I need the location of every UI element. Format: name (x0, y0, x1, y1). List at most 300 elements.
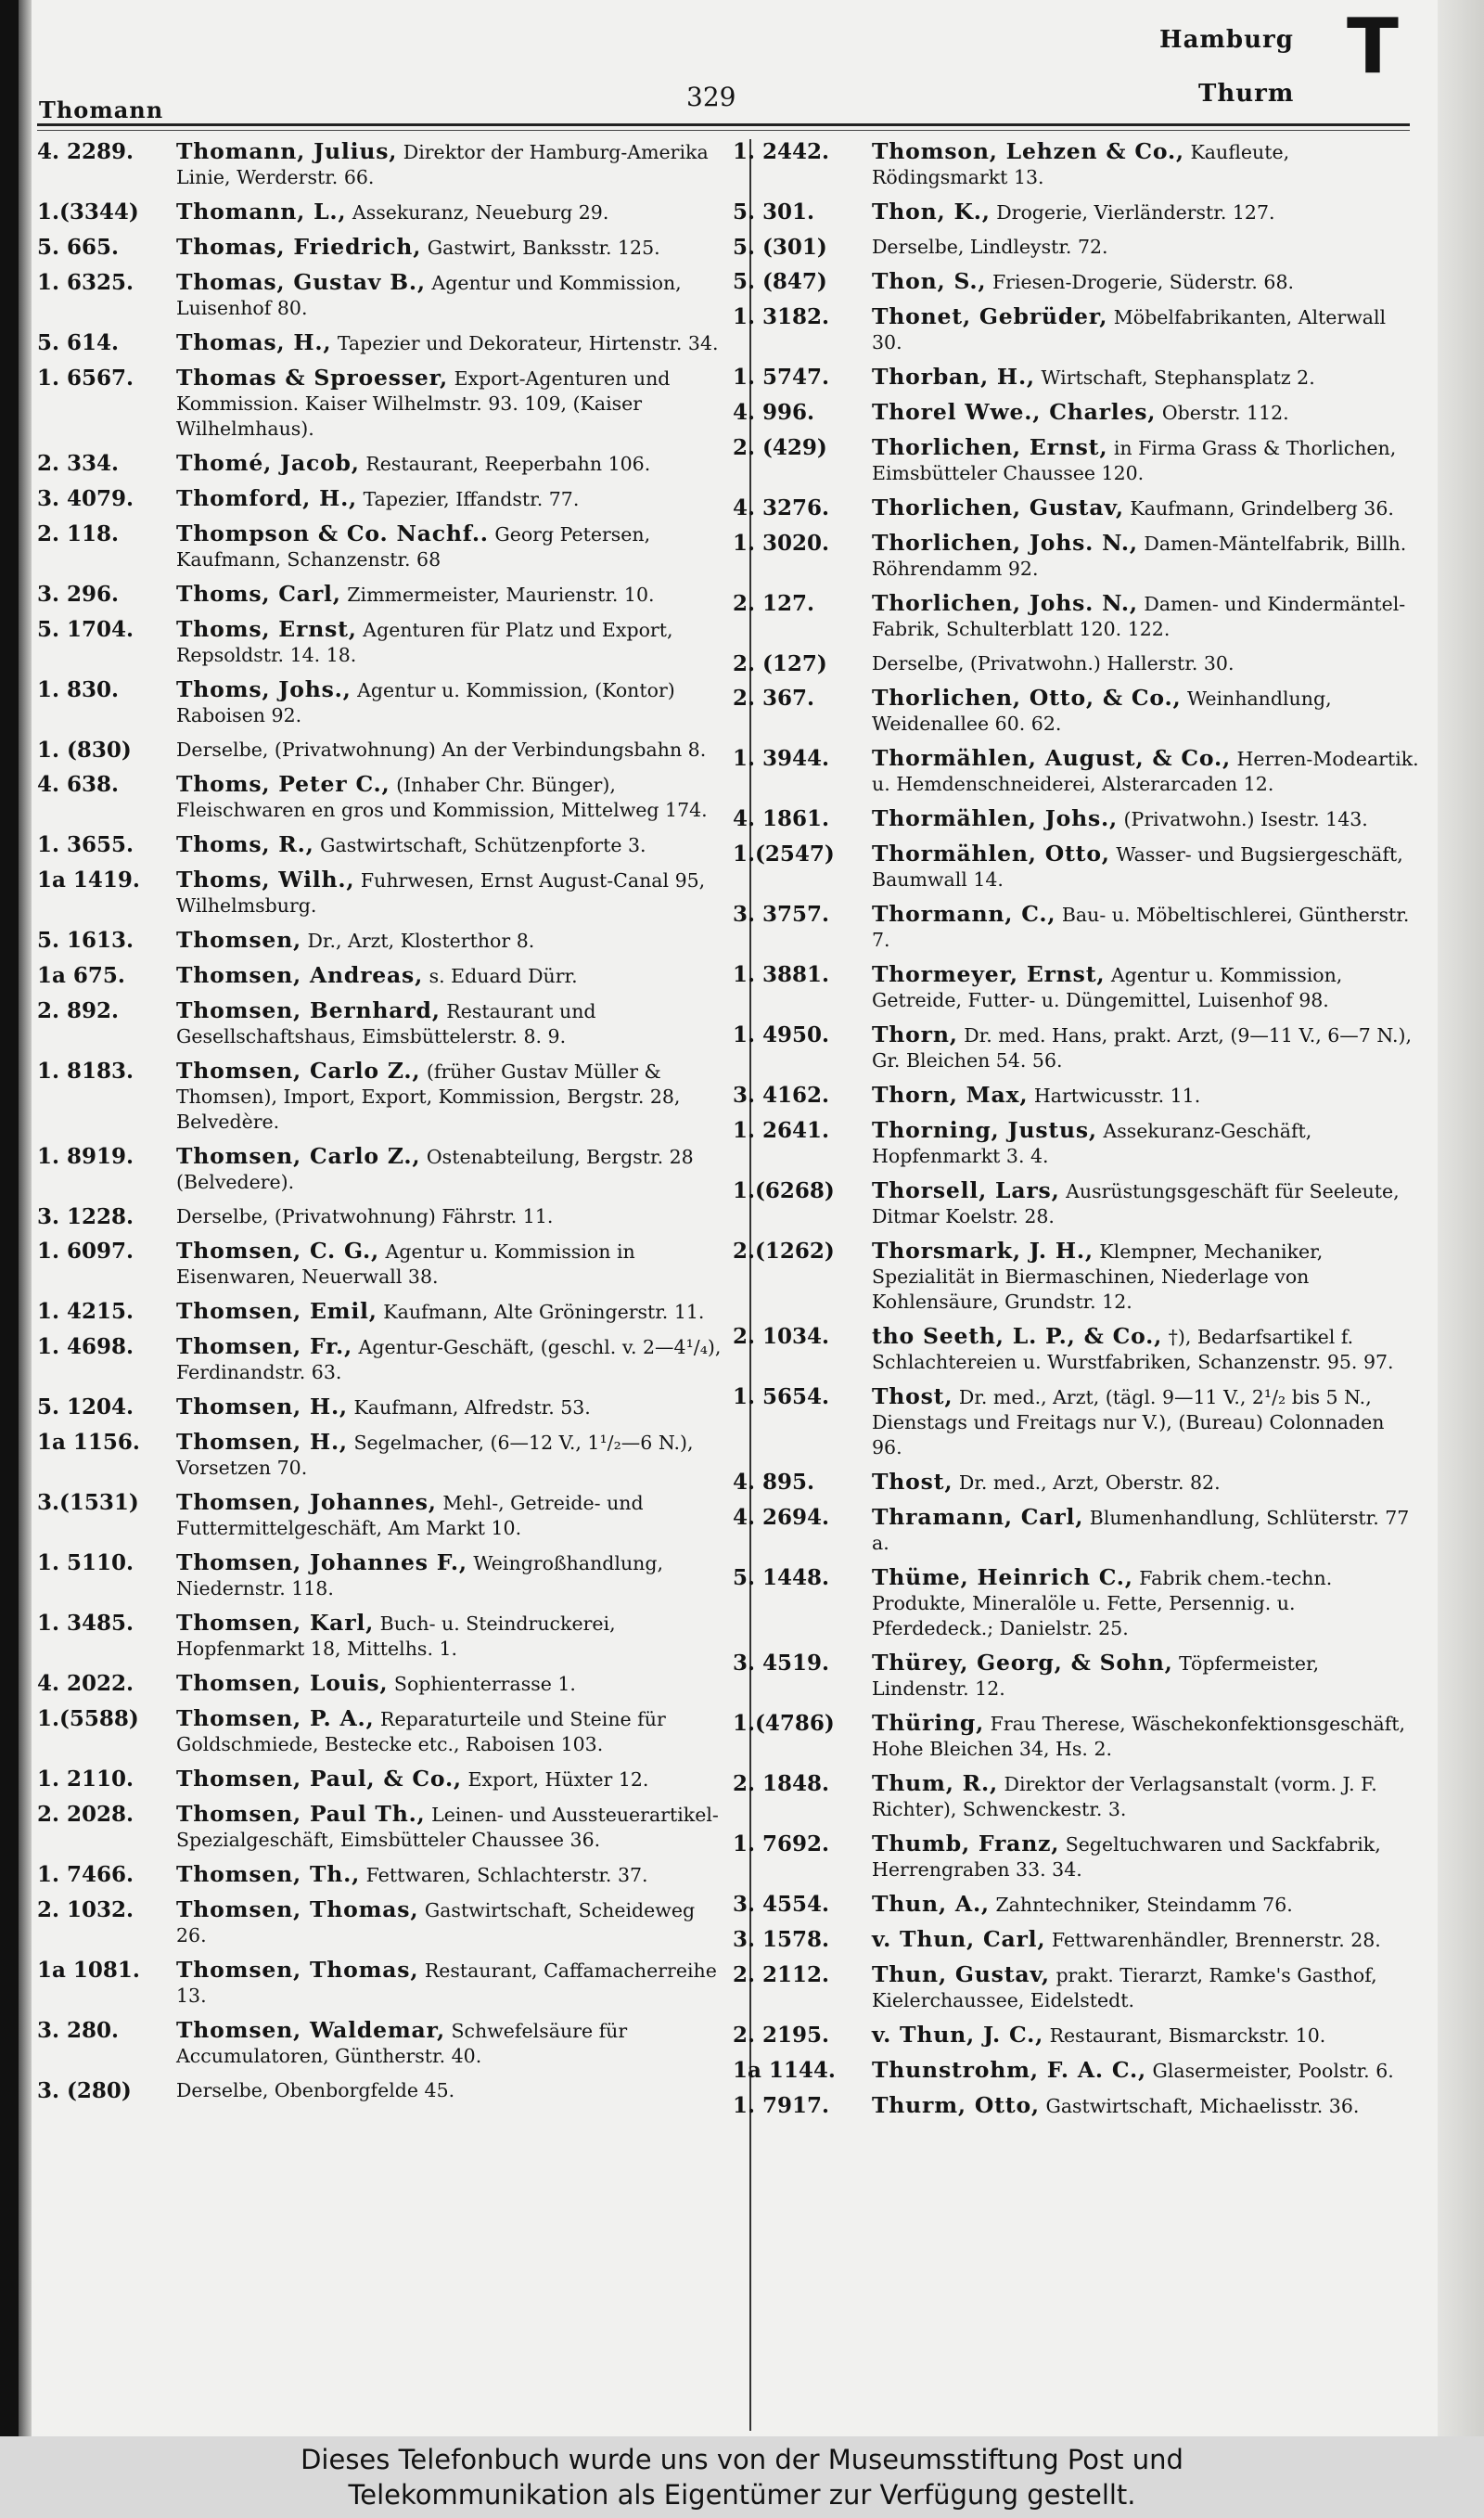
directory-entry (37, 1611, 723, 1662)
directory-entry (37, 1958, 723, 2009)
subscriber-details: Drogerie, Vierländerstr. 127. (996, 201, 1275, 224)
entry-text (872, 651, 1419, 676)
entry-text (176, 1766, 723, 1792)
directory-entry (37, 1671, 723, 1697)
subscriber-details: Fettwaren, Schlachterstr. 37. (365, 1864, 648, 1886)
entry-text (872, 1892, 1419, 1918)
subscriber-details: Direktor der Hamburg-Amerika Linie, Werderstr. 66. (176, 141, 709, 188)
subscriber-name: Thüme, Heinrich C., (872, 1564, 1133, 1590)
entry-text (176, 1611, 723, 1662)
directory-entry (37, 1802, 723, 1853)
entry-text (872, 1022, 1419, 1073)
entry-text (872, 746, 1419, 797)
directory-entry (37, 1766, 723, 1792)
subscriber-details: Ostenabteilung, Bergstr. 28 (Belvedere). (176, 1146, 694, 1193)
subscriber-details: Zimmermeister, Maurienstr. 10. (347, 584, 655, 606)
directory-entry (733, 531, 1419, 582)
entry-text (872, 531, 1419, 582)
entry-text (176, 832, 723, 858)
phone-number: 5. 1204. (37, 1394, 134, 1420)
directory-entry (37, 139, 723, 190)
subscriber-name: Thorlichen, Johs. N., (872, 530, 1138, 556)
subscriber-details: Derselbe, Lindleystr. 72. (872, 236, 1108, 258)
phone-number: 5. 1448. (733, 1565, 830, 1590)
directory-entry (733, 400, 1419, 426)
directory-entry (37, 1550, 723, 1601)
directory-entry (37, 832, 723, 858)
subscriber-name: Thomsen, Louis, (176, 1670, 389, 1696)
subscriber-details: Dr. med., Arzt, (tägl. 9—11 V., 2¹/₂ bis 5 N., Dienstags und Freitags nur V.), (Bureau) Colonnaden 96. (872, 1386, 1385, 1458)
phone-number: 2.(1262) (733, 1239, 835, 1264)
directory-entry (733, 962, 1419, 1013)
entry-text (872, 1565, 1419, 1641)
entry-text (176, 1299, 723, 1325)
subscriber-name: Thorlichen, Otto, & Co., (872, 685, 1182, 711)
subscriber-details: Kaufmann, Alte Gröningerstr. 11. (383, 1301, 705, 1323)
subscriber-details: Gastwirtschaft, Schützenpforte 3. (320, 834, 646, 856)
subscriber-name: Thomas, H., (176, 329, 332, 355)
subscriber-name: Thomsen, Karl, (176, 1610, 375, 1636)
phone-number: 1. 6097. (37, 1239, 134, 1264)
phone-number: 1. 7466. (37, 1862, 134, 1887)
subscriber-details: Weingroßhandlung, Niedernstr. 118. (176, 1552, 664, 1599)
subscriber-name: Thomsen, Th., (176, 1861, 361, 1887)
subscriber-name: Thost, (872, 1383, 953, 1409)
directory-entry (37, 1334, 723, 1385)
subscriber-name: Thomann, Julius, (176, 138, 398, 164)
phone-number: 2. 1032. (37, 1897, 134, 1922)
entry-text (872, 591, 1419, 642)
directory-entry (37, 199, 723, 225)
book-spine-shadow (0, 0, 19, 2436)
phone-number: 4. 2694. (733, 1505, 830, 1530)
phone-number: 1.(5588) (37, 1706, 139, 1731)
phone-number: 2. 2195. (733, 2023, 830, 2048)
phone-number: 1. 2110. (37, 1766, 134, 1792)
subscriber-name: Thorel Wwe., Charles, (872, 399, 1157, 425)
directory-entry (37, 330, 723, 356)
subscriber-details: Blumenhandlung, Schlüterstr. 77 a. (872, 1507, 1410, 1554)
subscriber-name: Thomann, L., (176, 199, 347, 225)
subscriber-details: Schwefelsäure für Accumulatoren, Güntherstr. 40. (176, 2020, 628, 2067)
entry-text (872, 435, 1419, 486)
subscriber-name: Thormann, C., (872, 901, 1056, 927)
subscriber-details: Wasser- und Bugsiergeschäft, Baumwall 14. (872, 843, 1403, 891)
phone-number: 3. (280) (37, 2078, 132, 2103)
entry-text (176, 486, 723, 512)
phone-number: 3. 296. (37, 582, 120, 607)
subscriber-details: Dr. med., Arzt, Oberstr. 82. (958, 1471, 1221, 1494)
subscriber-name: Thum, R., (872, 1770, 998, 1796)
subscriber-details: Direktor der Verlagsanstalt (vorm. J. F. Richter), Schwenckestr. 3. (872, 1773, 1377, 1820)
entry-text (176, 1706, 723, 1757)
running-head-city: Hamburg (1159, 26, 1294, 54)
subscriber-details: Friesen-Drogerie, Süderstr. 68. (991, 271, 1295, 293)
subscriber-details: Segeltuchwaren und Sackfabrik, Herrengraben 33. 34. (872, 1833, 1381, 1881)
subscriber-details: prakt. Tierarzt, Ramke's Gasthof, Kielerchaussee, Eidelstedt. (872, 1964, 1377, 2011)
phone-number: 4. 3276. (733, 495, 830, 520)
entry-text (872, 1178, 1419, 1229)
directory-entry (733, 1711, 1419, 1762)
subscriber-details: Gastwirt, Banksstr. 125. (427, 237, 660, 259)
subscriber-details: Kaufmann, Alfredstr. 53. (353, 1396, 591, 1419)
phone-number: 1a 1144. (733, 2058, 836, 2083)
directory-entry (37, 998, 723, 1049)
phone-number: 2. 892. (37, 998, 120, 1023)
subscriber-details: Reparaturteile und Steine für Goldschmiede, Bestecke etc., Raboisen 103. (176, 1708, 666, 1755)
phone-number: 2. 1034. (733, 1324, 830, 1349)
directory-entry (37, 738, 723, 763)
phone-number: 4. 895. (733, 1470, 815, 1495)
subscriber-name: Thomsen, Paul, & Co., (176, 1766, 462, 1792)
subscriber-details: Gastwirtschaft, Scheideweg 26. (176, 1899, 696, 1946)
entry-text (176, 772, 723, 823)
directory-entry (37, 867, 723, 919)
phone-number: 1. 5110. (37, 1550, 134, 1575)
directory-entry (37, 521, 723, 572)
directory-entry (733, 1892, 1419, 1918)
directory-entry (733, 1178, 1419, 1229)
subscriber-details: Agentur und Kommission, Luisenhof 80. (176, 272, 682, 319)
phone-number: 4. 638. (37, 772, 120, 797)
phone-number: 3. 280. (37, 2018, 120, 2043)
subscriber-name: v. Thun, J. C., (872, 2022, 1044, 2048)
subscriber-details: Restaurant, Reeperbahn 106. (365, 453, 651, 475)
subscriber-name: Thomé, Jacob, (176, 450, 360, 476)
entry-text (176, 2078, 723, 2103)
subscriber-details: Restaurant und Gesellschaftshaus, Eimsbüttelerstr. 8. 9. (176, 1000, 596, 1047)
entry-text (872, 1239, 1419, 1315)
entry-text (176, 1394, 723, 1420)
subscriber-details: Agentur u. Kommission, Getreide, Futter- u. Düngemittel, Luisenhof 98. (872, 964, 1343, 1011)
directory-entry (733, 686, 1419, 737)
subscriber-name: Thomsen, C. G., (176, 1238, 379, 1264)
subscriber-name: Thomsen, H., (176, 1394, 348, 1420)
subscriber-name: Thomsen, Waldemar, (176, 2017, 445, 2043)
subscriber-details: Sophienterrasse 1. (393, 1673, 576, 1695)
subscriber-name: Thurm, Otto, (872, 2092, 1040, 2118)
page-edge (1438, 0, 1484, 2436)
subscriber-details: Agentur u. Kommission, (Kontor) Raboisen 92. (176, 679, 675, 726)
entry-text (176, 1144, 723, 1195)
subscriber-details: Dr. med. Hans, prakt. Arzt, (9—11 V., 6—7 N.), Gr. Bleichen 54. 56. (872, 1024, 1413, 1072)
subscriber-name: Thunstrohm, F. A. C., (872, 2057, 1146, 2083)
header-rule (37, 123, 1410, 126)
directory-entry (37, 366, 723, 442)
phone-number: 1. 3944. (733, 746, 830, 771)
directory-entry (733, 495, 1419, 521)
phone-number: 3.(1531) (37, 1490, 139, 1515)
entry-text (176, 1671, 723, 1697)
phone-number: 1. 830. (37, 677, 120, 702)
thumb-index-letter: T (1347, 3, 1399, 91)
entry-text (872, 1962, 1419, 2013)
phone-number: 1. 4215. (37, 1299, 134, 1324)
subscriber-name: Thorlichen, Gustav, (872, 495, 1124, 520)
book-spine-gradient (19, 0, 32, 2436)
phone-number: 2. 1848. (733, 1771, 830, 1796)
footer-notice (0, 2436, 1484, 2518)
directory-entry (733, 365, 1419, 391)
phone-number: 3. 1578. (733, 1927, 830, 1952)
phone-number: 1. 3182. (733, 304, 830, 329)
subscriber-details: Ausrüstungsgeschäft für Seeleute, Ditmar Koelstr. 28. (872, 1180, 1400, 1227)
directory-entry (37, 1299, 723, 1325)
subscriber-name: Thoms, Ernst, (176, 616, 357, 642)
entry-text (176, 1490, 723, 1541)
subscriber-details: Damen- und Kindermäntel-Fabrik, Schulterblatt 120. 122. (872, 593, 1406, 640)
directory-entry (37, 235, 723, 261)
subscriber-details: Agentur-Geschäft, (geschl. v. 2—4¹/₄), Ferdinandstr. 63. (176, 1336, 722, 1383)
subscriber-name: Thost, (872, 1469, 953, 1495)
subscriber-details: Restaurant, Caffamacherreihe 13. (176, 1959, 717, 2007)
entry-text (176, 1862, 723, 1888)
phone-number: 2. 118. (37, 521, 120, 546)
phone-number: 1.(6268) (733, 1178, 835, 1203)
subscriber-name: Thomsen, Carlo Z., (176, 1058, 421, 1084)
entry-text (872, 1470, 1419, 1496)
directory-entry (37, 1204, 723, 1229)
subscriber-name: Thüring, (872, 1710, 985, 1736)
directory-entry (37, 270, 723, 321)
phone-number: 1. 7692. (733, 1831, 830, 1856)
phone-number: 2. 2028. (37, 1802, 134, 1827)
entry-text (872, 304, 1419, 355)
directory-entry (37, 963, 723, 989)
entry-text (176, 330, 723, 356)
phone-number: 1.(4786) (733, 1711, 835, 1736)
phone-number: 4. 2289. (37, 139, 134, 164)
directory-entry (733, 435, 1419, 486)
subscriber-name: Thorning, Justus, (872, 1117, 1097, 1143)
subscriber-details: Frau Therese, Wäschekonfektionsgeschäft, Hohe Bleichen 34, Hs. 2. (872, 1713, 1406, 1760)
phone-number: 2. 127. (733, 591, 815, 616)
subscriber-details: Restaurant, Bismarckstr. 10. (1049, 2024, 1326, 2047)
entry-text (176, 2018, 723, 2069)
subscriber-name: Thomsen, Paul Th., (176, 1801, 426, 1827)
subscriber-name: Thoms, R., (176, 831, 314, 857)
phone-number: 1. 6567. (37, 366, 134, 391)
directory-entry (37, 617, 723, 668)
subscriber-name: Thonet, Gebrüder, (872, 303, 1108, 329)
subscriber-details: Damen-Mäntelfabrik, Billh. Röhrendamm 92. (872, 533, 1407, 580)
phone-number: 5. 614. (37, 330, 120, 355)
directory-entry (37, 772, 723, 823)
directory-entry (37, 2018, 723, 2069)
subscriber-name: tho Seeth, L. P., & Co., (872, 1323, 1163, 1349)
subscriber-details: Assekuranz, Neueburg 29. (352, 201, 609, 224)
directory-entry (733, 841, 1419, 893)
subscriber-name: Thorlichen, Johs. N., (872, 590, 1138, 616)
entry-text (176, 582, 723, 608)
subscriber-name: Thomson, Lehzen & Co., (872, 138, 1184, 164)
subscriber-details: Fettwarenhändler, Brennerstr. 28. (1051, 1929, 1381, 1951)
subscriber-name: Thoms, Wilh., (176, 867, 355, 893)
phone-number: 1. 2442. (733, 139, 830, 164)
entry-text (872, 1927, 1419, 1953)
directory-entry (37, 2078, 723, 2103)
subscriber-name: Thoms, Johs., (176, 676, 352, 702)
subscriber-name: Thorsell, Lars, (872, 1177, 1060, 1203)
directory-entry (733, 269, 1419, 295)
directory-entry (37, 1897, 723, 1948)
subscriber-details: Agentur u. Kommission in Eisenwaren, Neuerwall 38. (176, 1240, 635, 1288)
phone-number: 3. 4162. (733, 1083, 830, 1108)
entry-text (176, 867, 723, 919)
subscriber-details: Mehl-, Getreide- und Futtermittelgeschäft, Am Markt 10. (176, 1492, 644, 1539)
phone-number: 1. 4698. (37, 1334, 134, 1359)
subscriber-details: Fuhrwesen, Ernst August-Canal 95, Wilhelmsburg. (176, 869, 706, 917)
directory-entry (37, 928, 723, 954)
subscriber-details: Gastwirtschaft, Michaelisstr. 36. (1045, 2095, 1360, 2117)
phone-number: 1a 1081. (37, 1958, 140, 1983)
left-column (37, 139, 723, 2113)
right-column (733, 139, 1419, 2128)
subscriber-details: Töpfermeister, Lindenstr. 12. (872, 1652, 1320, 1700)
subscriber-details: †), Bedarfsartikel f. Schlachtereien u. Wurstfabriken, Schanzenstr. 95. 97. (872, 1326, 1394, 1373)
entry-text (176, 998, 723, 1049)
subscriber-details: (Privatwohn.) Isestr. 143. (1123, 808, 1368, 830)
phone-number: 1. 3655. (37, 832, 134, 857)
entry-text (176, 521, 723, 572)
directory-entry (37, 1862, 723, 1888)
subscriber-details: Möbelfabrikanten, Alterwall 30. (872, 306, 1387, 353)
directory-entry (37, 1490, 723, 1541)
directory-entry (733, 1651, 1419, 1702)
phone-number: 2. 334. (37, 451, 120, 476)
directory-entry (37, 1144, 723, 1195)
phone-number: 2. (429) (733, 435, 827, 460)
entry-text (872, 686, 1419, 737)
header-rule-thin (37, 130, 1410, 131)
entry-text (872, 495, 1419, 521)
subscriber-name: Thoms, Peter C., (176, 771, 390, 797)
subscriber-name: Thon, S., (872, 268, 987, 294)
subscriber-name: Thorsmark, J. H., (872, 1238, 1094, 1264)
subscriber-name: Thun, Gustav, (872, 1961, 1050, 1987)
phone-number: 1. 5654. (733, 1384, 830, 1409)
phone-number: 3. 3757. (733, 902, 830, 927)
subscriber-details: Oberstr. 112. (1161, 402, 1289, 424)
phone-number: 1.(3344) (37, 199, 139, 225)
running-head-left: Thomann (39, 96, 164, 123)
subscriber-name: Thormählen, Johs., (872, 805, 1119, 831)
entry-text (872, 1831, 1419, 1882)
subscriber-details: Derselbe, Obenborgfelde 45. (176, 2079, 455, 2101)
subscriber-name: Thorn, Max, (872, 1082, 1029, 1108)
entry-text (176, 1958, 723, 2009)
entry-text (872, 235, 1419, 260)
directory-entry (733, 1565, 1419, 1641)
directory-entry (733, 806, 1419, 832)
subscriber-details: Agenturen für Platz und Export, Repsoldstr. 14. 18. (176, 619, 673, 666)
entry-text (872, 841, 1419, 893)
entry-text (872, 1118, 1419, 1169)
subscriber-details: Kaufmann, Grindelberg 36. (1130, 497, 1394, 520)
entry-text (872, 2058, 1419, 2084)
entry-text (176, 1239, 723, 1290)
subscriber-details: Export-Agenturen und Kommission. Kaiser Wilhelmstr. 93. 109, (Kaiser Wilhelmhaus). (176, 367, 671, 440)
entry-text (872, 400, 1419, 426)
running-head-right: Thurm (1198, 80, 1295, 108)
entry-text (176, 963, 723, 989)
phone-number: 1. 4950. (733, 1022, 830, 1047)
directory-entry (37, 1239, 723, 1290)
entry-text (176, 1897, 723, 1948)
directory-entry (733, 1239, 1419, 1315)
subscriber-name: Thon, K., (872, 199, 991, 225)
subscriber-details: Glasermeister, Poolstr. 6. (1152, 2060, 1394, 2082)
subscriber-details: Export, Hüxter 12. (467, 1768, 649, 1791)
subscriber-name: Thomsen, Johannes F., (176, 1549, 467, 1575)
subscriber-details: in Firma Grass & Thorlichen, Eimsbütteler Chaussee 120. (872, 437, 1397, 484)
directory-entry (733, 1083, 1419, 1109)
subscriber-name: Thomas, Gustav B., (176, 269, 426, 295)
directory-entry (37, 582, 723, 608)
page-number: 329 (686, 82, 736, 112)
subscriber-name: Thoms, Carl, (176, 581, 341, 607)
phone-number: 1. 3020. (733, 531, 830, 556)
directory-entry (733, 1927, 1419, 1953)
phone-number: 1.(2547) (733, 841, 835, 867)
phone-number: 5. (847) (733, 269, 827, 294)
subscriber-details: Klempner, Mechaniker, Spezialität in Biermaschinen, Niederlage von Kohlensäure, Grundstr. 12. (872, 1240, 1324, 1313)
subscriber-name: Thomsen, Andreas, (176, 962, 424, 988)
subscriber-details: Zahntechniker, Steindamm 76. (995, 1894, 1293, 1916)
phone-number: 3. 4554. (733, 1892, 830, 1917)
entry-text (176, 617, 723, 668)
phone-number: 1a 1156. (37, 1430, 140, 1455)
subscriber-name: Thomsen, P. A., (176, 1705, 375, 1731)
directory-entry (37, 1394, 723, 1420)
subscriber-name: Thomsen, Fr., (176, 1333, 353, 1359)
entry-text (872, 2023, 1419, 2049)
phone-number: 5. 1704. (37, 617, 134, 642)
entry-text (176, 235, 723, 261)
directory-entry (733, 1831, 1419, 1882)
subscriber-details: Derselbe, (Privatwohnung) Fährstr. 11. (176, 1205, 554, 1227)
subscriber-name: Thomsen, Thomas, (176, 1896, 419, 1922)
directory-entry (733, 2058, 1419, 2084)
directory-entry (733, 1324, 1419, 1375)
phone-number: 1a 1419. (37, 867, 140, 893)
entry-text (176, 1802, 723, 1853)
subscriber-name: Thormeyer, Ernst, (872, 961, 1106, 987)
phone-number: 1. 6325. (37, 270, 134, 295)
phone-number: 3. 1228. (37, 1204, 134, 1229)
subscriber-name: Thramann, Carl, (872, 1504, 1084, 1530)
directory-entry (733, 2023, 1419, 2049)
phone-number: 2. 2112. (733, 1962, 830, 1987)
entry-text (872, 1384, 1419, 1460)
subscriber-name: Thomas, Friedrich, (176, 234, 422, 260)
entry-text (176, 139, 723, 190)
subscriber-details: Wirtschaft, Stephansplatz 2. (1041, 366, 1315, 389)
directory-entry (733, 746, 1419, 797)
directory-entry (37, 1430, 723, 1481)
subscriber-details: Weinhandlung, Weidenallee 60. 62. (872, 687, 1332, 735)
subscriber-name: Thorn, (872, 1021, 958, 1047)
entry-text (872, 1083, 1419, 1109)
subscriber-name: Thorban, H., (872, 364, 1035, 390)
entry-text (872, 139, 1419, 190)
phone-number: 1. (830) (37, 738, 132, 763)
directory-entry (733, 2093, 1419, 2119)
entry-text (176, 366, 723, 442)
entry-text (872, 1771, 1419, 1822)
entry-text (872, 1711, 1419, 1762)
phone-number: 5. 301. (733, 199, 815, 225)
